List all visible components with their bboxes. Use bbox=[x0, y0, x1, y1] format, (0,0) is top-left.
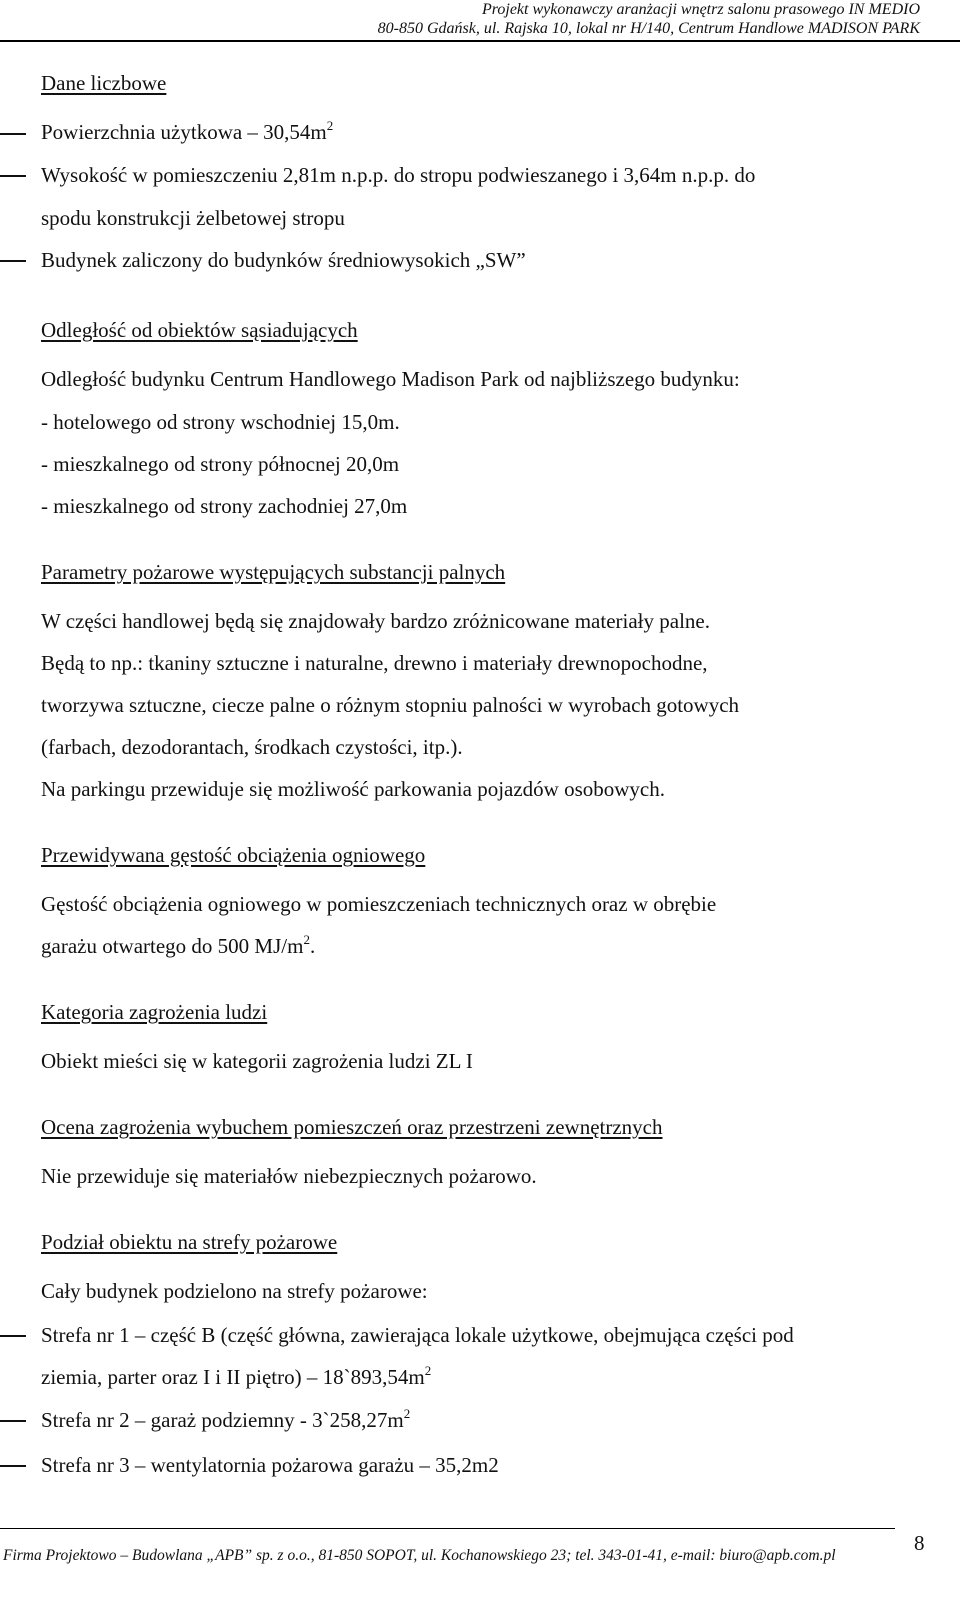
parametry-line-2: Będą to np.: tkaniny sztuczne i naturalne, drewno i materiały drewnopochodne, bbox=[41, 651, 708, 675]
heading-podzial: Podział obiektu na strefy pożarowe bbox=[41, 1230, 338, 1254]
heading-gestosc: Przewidywana gęstość obciążenia ogniowego bbox=[41, 843, 426, 867]
dash-bullet-icon bbox=[0, 1465, 26, 1467]
heading-dane-liczbowe: Dane liczbowe bbox=[41, 71, 167, 95]
dash-bullet-icon bbox=[0, 1420, 26, 1422]
parametry-line-3: tworzywa sztuczne, ciecze palne o różnym stopniu palności w wyrobach gotowych bbox=[41, 693, 740, 717]
header-divider bbox=[0, 40, 960, 42]
list-item-budynek: Budynek zaliczony do budynków średniowysokich „SW” bbox=[41, 248, 526, 272]
kategoria-line: Obiekt mieści się w kategorii zagrożenia ludzi ZL I bbox=[41, 1049, 473, 1073]
parametry-line-1: W części handlowej będą się znajdowały bardzo zróżnicowane materiały palne. bbox=[41, 609, 710, 633]
heading-ocena: Ocena zagrożenia wybuchem pomieszczeń oraz przestrzeni zewnętrznych bbox=[41, 1115, 663, 1139]
page-number: 8 bbox=[914, 1531, 925, 1555]
header-line-2: 80-850 Gdańsk, ul. Rajska 10, lokal nr H/140, Centrum Handlowe MADISON PARK bbox=[377, 20, 920, 37]
strefa-1-line-1: Strefa nr 1 – część B (część główna, zawierająca lokale użytkowe, obejmująca części pod bbox=[41, 1323, 794, 1347]
dash-bullet-icon bbox=[0, 1335, 26, 1337]
ocena-line: Nie przewiduje się materiałów niebezpiecznych pożarowo. bbox=[41, 1164, 537, 1188]
gestosc-line-2: garażu otwartego do 500 $MJ/m^2$. bbox=[41, 932, 316, 958]
gestosc-line-1: Gęstość obciążenia ogniowego w pomieszczeniach technicznych oraz w obrębie bbox=[41, 892, 717, 916]
page-footer: Firma Projektowo – Budowlana „APB” sp. z o.o., 81-850 SOPOT, ul. Kochanowskiego 23; tel. 343-01-41, e-mail: biuro@apb.com.pl bbox=[3, 1547, 836, 1564]
dash-bullet-icon bbox=[0, 175, 26, 177]
heading-kategoria: Kategoria zagrożenia ludzi bbox=[41, 1000, 268, 1024]
parametry-line-4: (farbach, dezodorantach, środkach czystości, itp.). bbox=[41, 735, 463, 759]
page-header bbox=[160, 0, 920, 38]
dash-bullet-icon bbox=[0, 133, 26, 135]
parametry-line-5: Na parkingu przewiduje się możliwość parkowania pojazdów osobowych. bbox=[41, 777, 665, 801]
heading-parametry: Parametry pożarowe występujących substancji palnych bbox=[41, 560, 506, 584]
strefa-2-line: Strefa nr 2 – garaż podziemny - $3`258,27m^2$ bbox=[41, 1406, 411, 1432]
podzial-intro: Cały budynek podzielono na strefy pożarowe: bbox=[41, 1279, 428, 1303]
header-line-1: Projekt wykonawczy aranżacji wnętrz salonu prasowego IN MEDIO bbox=[481, 1, 920, 18]
strefa-3-line: Strefa nr 3 – wentylatornia pożarowa garażu – 35,2m2 bbox=[41, 1453, 499, 1477]
list-item-wysokosc-1: Wysokość w pomieszczeniu 2,81m n.p.p. do stropu podwieszanego i 3,64m n.p.p. do bbox=[41, 163, 756, 187]
list-item-wysokosc-2: spodu konstrukcji żelbetowej stropu bbox=[41, 206, 345, 230]
odleglosc-line-2: - hotelowego od strony wschodniej 15,0m. bbox=[41, 410, 400, 434]
odleglosc-line-4: - mieszkalnego od strony zachodniej 27,0m bbox=[41, 494, 408, 518]
list-item-powierzchnia: Powierzchnia użytkowa – $30,54m^2$ bbox=[41, 118, 334, 144]
footer-divider bbox=[0, 1528, 895, 1529]
odleglosc-line-1: Odległość budynku Centrum Handlowego Madison Park od najbliższego budynku: bbox=[41, 367, 740, 391]
dash-bullet-icon bbox=[0, 260, 26, 262]
strefa-1-line-2: ziemia, parter oraz I i II piętro) – $18`893,54m^2$ bbox=[41, 1363, 432, 1389]
heading-odleglosc: Odległość od obiektów sąsiadujących bbox=[41, 318, 358, 342]
odleglosc-line-3: - mieszkalnego od strony północnej 20,0m bbox=[41, 452, 400, 476]
